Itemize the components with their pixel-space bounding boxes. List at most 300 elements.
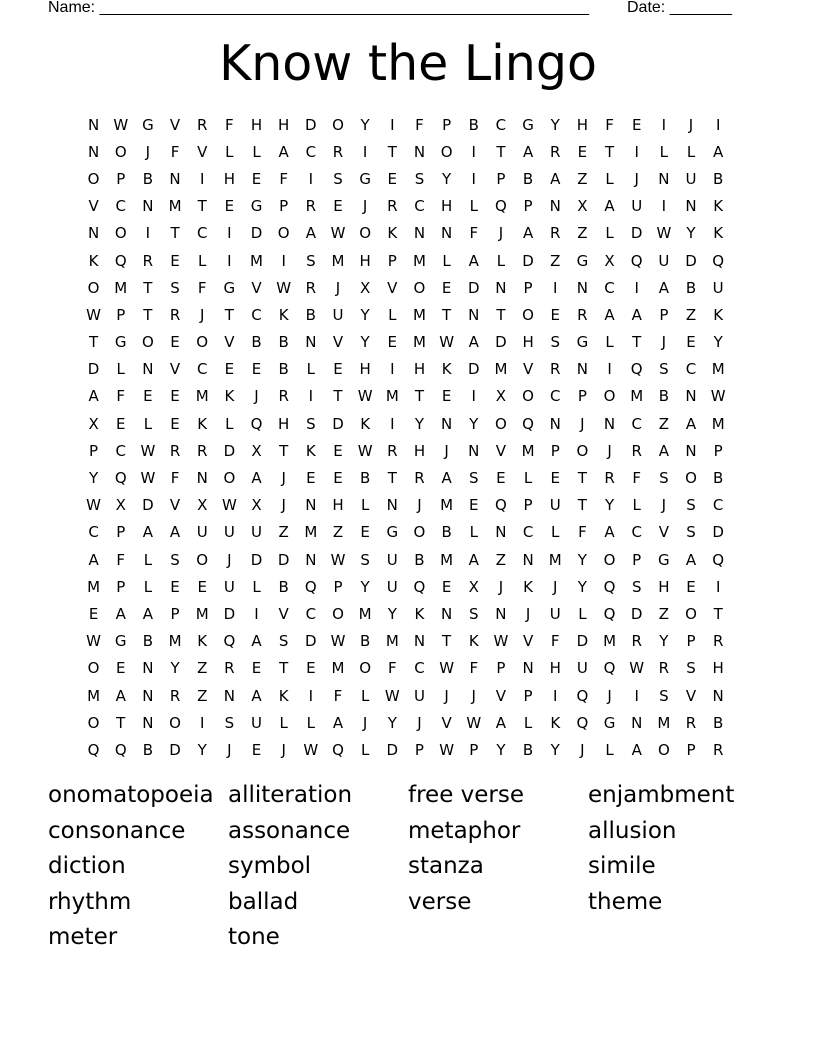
grid-letter[interactable]: B bbox=[142, 632, 154, 651]
grid-letter[interactable]: L bbox=[469, 523, 478, 542]
grid-letter[interactable]: F bbox=[415, 115, 424, 134]
grid-letter[interactable]: A bbox=[305, 224, 316, 243]
grid-letter[interactable]: G bbox=[142, 115, 154, 134]
grid-letter[interactable]: L bbox=[143, 577, 153, 596]
grid-letter[interactable]: A bbox=[685, 414, 697, 433]
grid-letter[interactable]: T bbox=[442, 632, 452, 651]
grid-letter[interactable]: R bbox=[631, 632, 642, 651]
grid-letter[interactable]: B bbox=[305, 305, 316, 324]
grid-letter[interactable]: E bbox=[170, 251, 180, 270]
grid-letter[interactable]: Y bbox=[387, 713, 397, 732]
grid-letter[interactable]: H bbox=[223, 169, 235, 188]
grid-letter[interactable]: C bbox=[414, 197, 425, 216]
grid-letter[interactable]: I bbox=[308, 686, 314, 705]
grid-letter[interactable]: T bbox=[496, 305, 506, 324]
grid-letter[interactable]: N bbox=[87, 224, 100, 243]
grid-letter[interactable]: Y bbox=[496, 740, 506, 759]
grid-letter[interactable]: O bbox=[576, 441, 589, 460]
grid-letter[interactable]: K bbox=[387, 224, 398, 243]
grid-letter[interactable]: D bbox=[576, 632, 589, 651]
grid-letter[interactable]: Q bbox=[603, 577, 616, 596]
grid-letter[interactable]: A bbox=[251, 632, 262, 651]
grid-letter[interactable]: B bbox=[359, 632, 371, 651]
grid-letter[interactable]: Y bbox=[442, 169, 452, 188]
grid-letter[interactable]: U bbox=[549, 604, 561, 623]
grid-letter[interactable]: R bbox=[387, 197, 398, 216]
grid-letter[interactable]: P bbox=[116, 577, 126, 596]
grid-letter[interactable]: L bbox=[551, 523, 560, 542]
grid-letter[interactable]: A bbox=[142, 523, 154, 542]
grid-letter[interactable]: D bbox=[630, 224, 643, 243]
grid-letter[interactable]: U bbox=[332, 305, 344, 324]
grid-letter[interactable]: E bbox=[469, 496, 479, 515]
grid-letter[interactable]: E bbox=[170, 577, 180, 596]
grid-letter[interactable]: J bbox=[281, 496, 286, 515]
grid-letter[interactable]: S bbox=[631, 577, 642, 596]
grid-letter[interactable]: B bbox=[414, 550, 425, 569]
grid-letter[interactable]: N bbox=[712, 686, 724, 705]
grid-letter[interactable]: U bbox=[386, 550, 398, 569]
grid-letter[interactable]: R bbox=[712, 632, 724, 651]
grid-letter[interactable]: T bbox=[279, 441, 289, 460]
grid-letter[interactable]: M bbox=[412, 251, 426, 270]
grid-letter[interactable]: R bbox=[169, 305, 181, 324]
grid-letter[interactable]: L bbox=[143, 550, 153, 569]
grid-letter[interactable]: S bbox=[278, 632, 289, 651]
grid-letter[interactable]: Y bbox=[686, 224, 696, 243]
grid-letter[interactable]: W bbox=[439, 659, 455, 678]
grid-letter[interactable]: D bbox=[250, 550, 263, 569]
grid-letter[interactable]: O bbox=[87, 713, 100, 732]
grid-letter[interactable]: G bbox=[576, 333, 589, 352]
grid-letter[interactable]: Y bbox=[197, 740, 207, 759]
grid-letter[interactable]: O bbox=[495, 414, 507, 433]
grid-letter[interactable]: T bbox=[442, 305, 452, 324]
grid-letter[interactable]: E bbox=[686, 333, 696, 352]
grid-letter[interactable]: E bbox=[441, 577, 452, 596]
grid-letter[interactable]: H bbox=[413, 360, 426, 379]
grid-letter[interactable]: R bbox=[305, 278, 317, 297]
grid-letter[interactable]: M bbox=[412, 305, 426, 324]
grid-letter[interactable]: F bbox=[469, 659, 479, 678]
grid-letter[interactable]: X bbox=[197, 496, 208, 515]
grid-letter[interactable]: P bbox=[523, 278, 533, 297]
grid-letter[interactable]: I bbox=[634, 686, 639, 705]
grid-letter[interactable]: E bbox=[441, 387, 452, 406]
grid-letter[interactable]: W bbox=[86, 632, 101, 651]
grid-letter[interactable]: M bbox=[494, 360, 508, 379]
grid-letter[interactable]: L bbox=[388, 305, 397, 324]
grid-letter[interactable]: V bbox=[387, 278, 398, 297]
grid-letter[interactable]: D bbox=[467, 278, 480, 297]
grid-letter[interactable]: N bbox=[685, 441, 697, 460]
grid-letter[interactable]: N bbox=[576, 360, 588, 379]
grid-letter[interactable]: R bbox=[550, 142, 561, 161]
grid-letter[interactable]: N bbox=[413, 224, 426, 243]
grid-letter[interactable]: Q bbox=[495, 197, 507, 216]
grid-letter[interactable]: L bbox=[360, 740, 370, 759]
grid-letter[interactable]: N bbox=[169, 169, 181, 188]
grid-letter[interactable]: B bbox=[713, 169, 724, 188]
grid-letter[interactable]: L bbox=[306, 713, 315, 732]
grid-letter[interactable]: A bbox=[522, 142, 534, 161]
grid-letter[interactable]: O bbox=[359, 659, 372, 678]
grid-letter[interactable]: V bbox=[169, 360, 181, 379]
grid-letter[interactable]: D bbox=[277, 550, 290, 569]
grid-letter[interactable]: B bbox=[713, 469, 724, 488]
grid-letter[interactable]: M bbox=[603, 632, 617, 651]
grid-letter[interactable]: N bbox=[440, 414, 453, 433]
grid-letter[interactable]: J bbox=[661, 333, 667, 352]
grid-letter[interactable]: S bbox=[659, 469, 669, 488]
grid-letter[interactable]: V bbox=[251, 278, 262, 297]
grid-letter[interactable]: M bbox=[195, 604, 209, 623]
grid-letter[interactable]: O bbox=[603, 550, 616, 569]
grid-letter[interactable]: Q bbox=[304, 577, 317, 596]
grid-letter[interactable]: Y bbox=[550, 115, 560, 134]
grid-letter[interactable]: I bbox=[254, 604, 259, 623]
grid-letter[interactable]: V bbox=[685, 686, 697, 705]
grid-letter[interactable]: I bbox=[471, 169, 476, 188]
grid-letter[interactable]: I bbox=[471, 387, 476, 406]
grid-letter[interactable]: S bbox=[414, 169, 425, 188]
grid-letter[interactable]: S bbox=[659, 686, 669, 705]
grid-letter[interactable]: E bbox=[115, 659, 126, 678]
grid-letter[interactable]: R bbox=[196, 441, 208, 460]
grid-letter[interactable]: O bbox=[685, 469, 697, 488]
grid-letter[interactable]: O bbox=[87, 659, 100, 678]
grid-letter[interactable]: P bbox=[713, 441, 723, 460]
grid-letter[interactable]: F bbox=[197, 278, 207, 297]
grid-letter[interactable]: Y bbox=[713, 333, 723, 352]
grid-letter[interactable]: P bbox=[469, 740, 479, 759]
grid-letter[interactable]: R bbox=[196, 115, 208, 134]
grid-letter[interactable]: V bbox=[495, 441, 507, 460]
grid-letter[interactable]: G bbox=[114, 333, 127, 352]
grid-letter[interactable]: M bbox=[630, 387, 644, 406]
grid-letter[interactable]: F bbox=[605, 115, 614, 134]
grid-letter[interactable]: Q bbox=[522, 414, 534, 433]
grid-letter[interactable]: T bbox=[170, 224, 180, 243]
grid-letter[interactable]: A bbox=[169, 523, 181, 542]
grid-letter[interactable]: L bbox=[605, 333, 614, 352]
grid-letter[interactable]: A bbox=[468, 333, 479, 352]
grid-letter[interactable]: M bbox=[331, 251, 345, 270]
grid-letter[interactable]: P bbox=[632, 550, 642, 569]
grid-letter[interactable]: E bbox=[170, 333, 180, 352]
grid-letter[interactable]: S bbox=[686, 523, 696, 542]
grid-letter[interactable]: W bbox=[86, 496, 101, 515]
grid-letter[interactable]: I bbox=[661, 115, 667, 134]
grid-letter[interactable]: T bbox=[143, 278, 153, 297]
grid-letter[interactable]: S bbox=[550, 333, 560, 352]
grid-letter[interactable]: L bbox=[605, 169, 614, 188]
grid-letter[interactable]: K bbox=[441, 360, 452, 379]
grid-letter[interactable]: K bbox=[713, 224, 724, 243]
grid-letter[interactable]: L bbox=[523, 713, 533, 732]
grid-letter[interactable]: A bbox=[495, 713, 507, 732]
grid-letter[interactable]: C bbox=[196, 360, 208, 379]
grid-letter[interactable]: J bbox=[661, 496, 667, 515]
grid-letter[interactable]: E bbox=[224, 197, 235, 216]
grid-letter[interactable]: T bbox=[604, 142, 615, 161]
grid-letter[interactable]: J bbox=[525, 604, 531, 623]
grid-letter[interactable]: F bbox=[550, 632, 560, 651]
grid-letter[interactable]: S bbox=[224, 713, 235, 732]
grid-letter[interactable]: A bbox=[278, 142, 289, 161]
grid-letter[interactable]: H bbox=[712, 659, 724, 678]
grid-letter[interactable]: J bbox=[607, 441, 612, 460]
grid-letter[interactable]: B bbox=[142, 740, 154, 759]
grid-letter[interactable]: N bbox=[142, 197, 154, 216]
grid-letter[interactable]: P bbox=[442, 115, 452, 134]
grid-letter[interactable]: J bbox=[227, 740, 232, 759]
grid-letter[interactable]: W bbox=[710, 387, 726, 406]
grid-letter[interactable]: K bbox=[468, 632, 479, 651]
grid-letter[interactable]: E bbox=[387, 169, 398, 188]
grid-letter[interactable]: I bbox=[227, 224, 232, 243]
grid-letter[interactable]: W bbox=[86, 305, 101, 324]
grid-letter[interactable]: P bbox=[523, 197, 533, 216]
grid-letter[interactable]: L bbox=[225, 142, 234, 161]
grid-letter[interactable]: A bbox=[550, 169, 561, 188]
grid-letter[interactable]: I bbox=[634, 278, 639, 297]
grid-letter[interactable]: I bbox=[471, 142, 476, 161]
grid-letter[interactable]: E bbox=[251, 169, 262, 188]
grid-letter[interactable]: V bbox=[197, 142, 208, 161]
grid-letter[interactable]: J bbox=[444, 441, 449, 460]
grid-letter[interactable]: V bbox=[522, 632, 534, 651]
grid-letter[interactable]: O bbox=[413, 278, 426, 297]
grid-letter[interactable]: I bbox=[199, 169, 205, 188]
grid-letter[interactable]: L bbox=[360, 686, 370, 705]
grid-letter[interactable]: F bbox=[279, 169, 288, 188]
grid-letter[interactable]: U bbox=[549, 496, 561, 515]
grid-letter[interactable]: N bbox=[658, 169, 670, 188]
grid-letter[interactable]: K bbox=[713, 305, 724, 324]
grid-letter[interactable]: K bbox=[414, 604, 425, 623]
grid-letter[interactable]: M bbox=[250, 251, 263, 270]
grid-letter[interactable]: Q bbox=[114, 251, 127, 270]
grid-letter[interactable]: A bbox=[604, 523, 615, 542]
grid-letter[interactable]: Q bbox=[576, 713, 589, 732]
grid-letter[interactable]: A bbox=[604, 197, 615, 216]
grid-letter[interactable]: F bbox=[116, 550, 126, 569]
grid-letter[interactable]: C bbox=[88, 523, 99, 542]
grid-letter[interactable]: A bbox=[713, 142, 724, 161]
grid-letter[interactable]: N bbox=[142, 686, 154, 705]
grid-letter[interactable]: D bbox=[467, 360, 480, 379]
grid-letter[interactable]: L bbox=[279, 713, 288, 732]
grid-letter[interactable]: W bbox=[357, 387, 373, 406]
grid-letter[interactable]: U bbox=[413, 686, 425, 705]
grid-letter[interactable]: T bbox=[224, 305, 234, 324]
grid-letter[interactable]: L bbox=[198, 251, 207, 270]
grid-letter[interactable]: Q bbox=[413, 577, 426, 596]
grid-letter[interactable]: V bbox=[169, 496, 181, 515]
grid-letter[interactable]: E bbox=[306, 469, 316, 488]
grid-letter[interactable]: Y bbox=[360, 305, 370, 324]
grid-letter[interactable]: O bbox=[413, 523, 426, 542]
grid-letter[interactable]: O bbox=[87, 169, 100, 188]
grid-letter[interactable]: U bbox=[223, 523, 235, 542]
grid-letter[interactable]: O bbox=[87, 278, 100, 297]
grid-letter[interactable]: A bbox=[88, 550, 99, 569]
grid-letter[interactable]: Q bbox=[250, 414, 263, 433]
grid-letter[interactable]: W bbox=[466, 713, 482, 732]
grid-letter[interactable]: X bbox=[360, 278, 371, 297]
grid-letter[interactable]: C bbox=[305, 142, 317, 161]
grid-letter[interactable]: W bbox=[330, 224, 346, 243]
grid-letter[interactable]: Y bbox=[170, 659, 180, 678]
grid-letter[interactable]: L bbox=[605, 740, 614, 759]
grid-letter[interactable]: Z bbox=[658, 604, 669, 623]
grid-letter[interactable]: H bbox=[332, 496, 344, 515]
grid-letter[interactable]: C bbox=[115, 197, 126, 216]
grid-letter[interactable]: J bbox=[471, 686, 476, 705]
grid-letter[interactable]: T bbox=[387, 142, 397, 161]
grid-letter[interactable]: P bbox=[387, 251, 397, 270]
grid-letter[interactable]: B bbox=[441, 523, 452, 542]
grid-letter[interactable]: Y bbox=[360, 333, 370, 352]
grid-letter[interactable]: N bbox=[603, 414, 616, 433]
grid-letter[interactable]: Q bbox=[114, 469, 127, 488]
grid-letter[interactable]: I bbox=[390, 414, 395, 433]
grid-letter[interactable]: R bbox=[332, 142, 344, 161]
grid-letter[interactable]: J bbox=[444, 686, 449, 705]
grid-letter[interactable]: S bbox=[659, 360, 669, 379]
grid-letter[interactable]: P bbox=[496, 169, 506, 188]
grid-letter[interactable]: R bbox=[577, 305, 588, 324]
grid-letter[interactable]: L bbox=[469, 197, 478, 216]
grid-letter[interactable]: S bbox=[333, 169, 343, 188]
grid-letter[interactable]: A bbox=[251, 469, 262, 488]
grid-letter[interactable]: L bbox=[523, 469, 533, 488]
grid-letter[interactable]: L bbox=[143, 414, 153, 433]
grid-letter[interactable]: N bbox=[576, 278, 588, 297]
grid-letter[interactable]: R bbox=[685, 713, 697, 732]
grid-letter[interactable]: P bbox=[170, 604, 180, 623]
grid-letter[interactable]: R bbox=[305, 197, 317, 216]
grid-letter[interactable]: J bbox=[580, 740, 585, 759]
grid-letter[interactable]: H bbox=[522, 333, 534, 352]
grid-letter[interactable]: G bbox=[658, 550, 670, 569]
grid-letter[interactable]: N bbox=[495, 523, 507, 542]
grid-letter[interactable]: G bbox=[576, 251, 589, 270]
grid-letter[interactable]: M bbox=[440, 496, 454, 515]
grid-letter[interactable]: J bbox=[498, 577, 504, 596]
grid-letter[interactable]: C bbox=[251, 305, 262, 324]
grid-letter[interactable]: I bbox=[715, 115, 721, 134]
grid-letter[interactable]: E bbox=[577, 142, 588, 161]
grid-letter[interactable]: N bbox=[196, 469, 208, 488]
grid-letter[interactable]: O bbox=[359, 224, 372, 243]
grid-letter[interactable]: E bbox=[550, 305, 560, 324]
grid-letter[interactable]: N bbox=[468, 441, 480, 460]
grid-letter[interactable]: N bbox=[522, 550, 534, 569]
grid-letter[interactable]: F bbox=[333, 686, 343, 705]
grid-letter[interactable]: S bbox=[306, 251, 316, 270]
grid-letter[interactable]: T bbox=[632, 333, 642, 352]
grid-letter[interactable]: E bbox=[333, 441, 343, 460]
grid-letter[interactable]: C bbox=[604, 278, 615, 297]
grid-letter[interactable]: L bbox=[252, 142, 261, 161]
grid-letter[interactable]: B bbox=[142, 169, 154, 188]
grid-letter[interactable]: T bbox=[414, 387, 425, 406]
grid-letter[interactable]: M bbox=[168, 632, 182, 651]
grid-letter[interactable]: Y bbox=[387, 604, 397, 623]
grid-letter[interactable]: O bbox=[114, 142, 127, 161]
grid-letter[interactable]: N bbox=[413, 142, 426, 161]
grid-letter[interactable]: W bbox=[330, 632, 346, 651]
grid-letter[interactable]: L bbox=[496, 251, 506, 270]
grid-letter[interactable]: X bbox=[115, 496, 126, 515]
grid-letter[interactable]: P bbox=[686, 632, 696, 651]
grid-letter[interactable]: T bbox=[496, 142, 506, 161]
grid-letter[interactable]: W bbox=[140, 441, 156, 460]
grid-letter[interactable]: E bbox=[333, 469, 343, 488]
grid-letter[interactable]: E bbox=[306, 659, 316, 678]
grid-letter[interactable]: V bbox=[278, 604, 289, 623]
grid-letter[interactable]: D bbox=[305, 115, 317, 134]
grid-letter[interactable]: U bbox=[223, 577, 235, 596]
grid-letter[interactable]: N bbox=[142, 360, 154, 379]
grid-letter[interactable]: T bbox=[577, 469, 587, 488]
grid-letter[interactable]: P bbox=[496, 659, 506, 678]
grid-letter[interactable]: J bbox=[498, 224, 504, 243]
grid-letter[interactable]: U bbox=[386, 577, 398, 596]
grid-letter[interactable]: G bbox=[250, 197, 263, 216]
grid-letter[interactable]: L bbox=[252, 577, 261, 596]
grid-letter[interactable]: N bbox=[631, 713, 643, 732]
grid-letter[interactable]: H bbox=[278, 414, 290, 433]
grid-letter[interactable]: O bbox=[522, 305, 534, 324]
grid-letter[interactable]: W bbox=[439, 333, 455, 352]
grid-letter[interactable]: D bbox=[386, 740, 399, 759]
grid-letter[interactable]: K bbox=[197, 632, 208, 651]
grid-letter[interactable]: O bbox=[685, 604, 697, 623]
grid-letter[interactable]: J bbox=[227, 550, 232, 569]
grid-letter[interactable]: Q bbox=[712, 550, 725, 569]
grid-letter[interactable]: W bbox=[493, 632, 509, 651]
grid-letter[interactable]: D bbox=[305, 632, 317, 651]
grid-letter[interactable]: A bbox=[685, 550, 697, 569]
grid-letter[interactable]: K bbox=[88, 251, 99, 270]
grid-letter[interactable]: F bbox=[632, 469, 642, 488]
grid-letter[interactable]: E bbox=[441, 278, 452, 297]
grid-letter[interactable]: P bbox=[279, 197, 289, 216]
grid-letter[interactable]: Z bbox=[685, 305, 697, 324]
grid-letter[interactable]: X bbox=[604, 251, 615, 270]
grid-letter[interactable]: R bbox=[550, 360, 561, 379]
grid-letter[interactable]: D bbox=[495, 333, 507, 352]
grid-letter[interactable]: P bbox=[116, 523, 126, 542]
grid-letter[interactable]: Z bbox=[577, 224, 588, 243]
grid-letter[interactable]: V bbox=[332, 333, 344, 352]
grid-letter[interactable]: B bbox=[359, 469, 371, 488]
grid-letter[interactable]: B bbox=[278, 360, 289, 379]
grid-letter[interactable]: W bbox=[303, 740, 319, 759]
grid-letter[interactable]: R bbox=[224, 659, 235, 678]
grid-letter[interactable]: F bbox=[170, 469, 180, 488]
word-search-grid[interactable] bbox=[80, 111, 732, 764]
grid-letter[interactable]: U bbox=[658, 251, 670, 270]
grid-letter[interactable]: O bbox=[440, 142, 453, 161]
grid-letter[interactable]: E bbox=[115, 414, 126, 433]
grid-letter[interactable]: A bbox=[522, 224, 534, 243]
grid-letter[interactable]: P bbox=[333, 577, 343, 596]
grid-letter[interactable]: D bbox=[169, 740, 181, 759]
